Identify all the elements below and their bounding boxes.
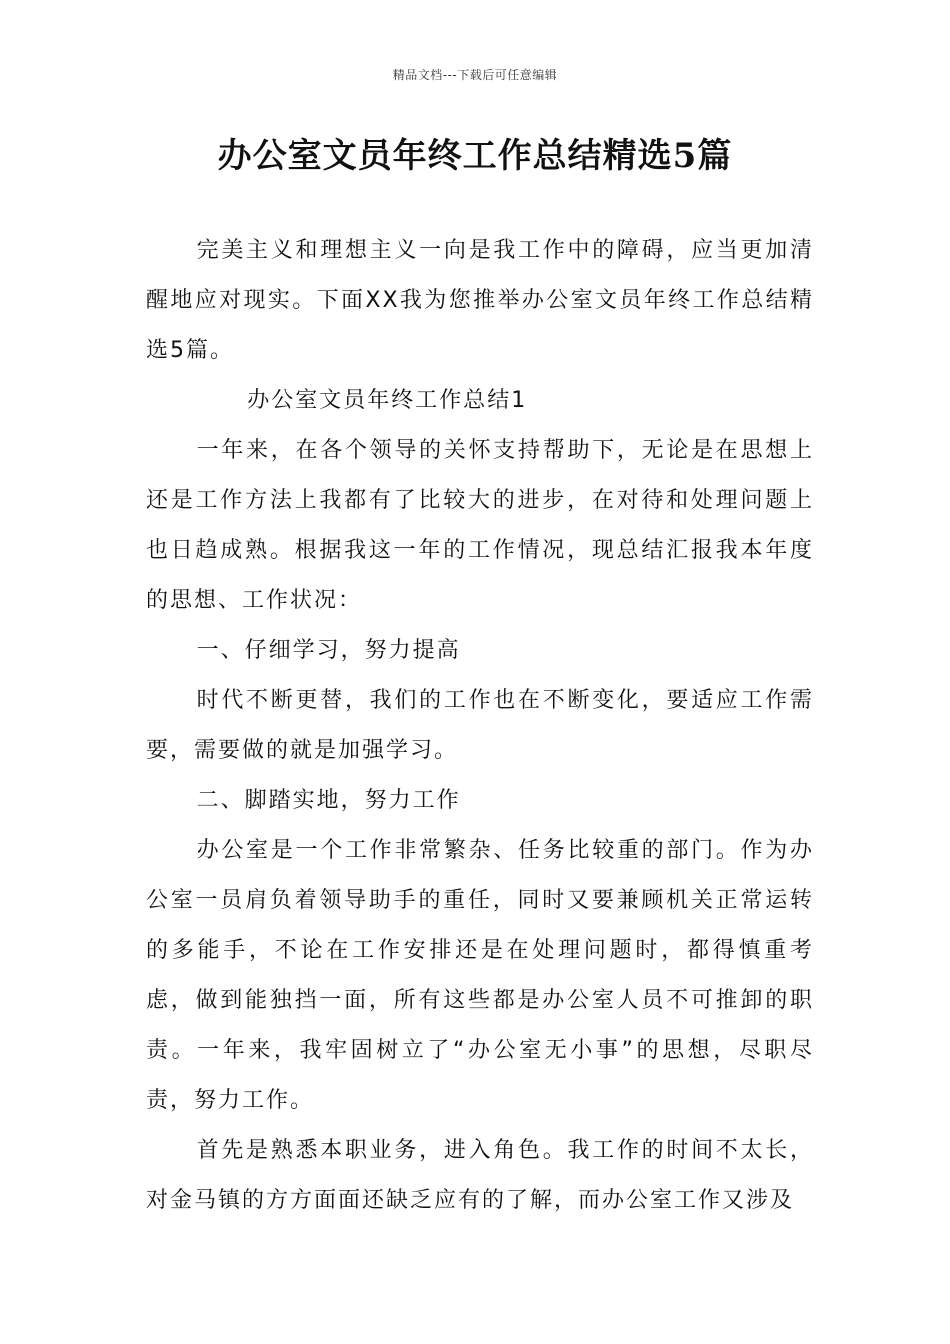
header-note: 精品文档---下载后可任意编辑 [392,68,558,82]
intro-paragraph: 完美主义和理想主义一向是我工作中的障碍，应当更加清醒地应对现实。下面XX我为您推举办公室文员年终工作总结精选5篇。 [146,238,814,363]
subheading-2: 二、脚踏实地，努力工作 [196,788,461,813]
section-title: 办公室文员年终工作总结1 [247,388,528,413]
subheading-1: 一、仔细学习，努力提高 [196,638,461,663]
document-body [146,226,814,1226]
body-paragraph: 时代不断更替，我们的工作也在不断变化，要适应工作需要，需要做的就是加强学习。 [146,688,814,763]
body-paragraph: 办公室是一个工作非常繁杂、任务比较重的部门。作为办公室一员肩负着领导助手的重任，同时又要兼顾机关正常运转的多能手，不论在工作安排还是在处理问题时，都得慎重考虑，做到能独挡一面，所有这些都是办公室人员不可推卸的职责。一年来，我牢固树立了“办公室无小事”的思想，尽职尽责，努力工作。 [146,838,814,1113]
body-paragraph: 一年来，在各个领导的关怀支持帮助下，无论是在思想上还是工作方法上我都有了比较大的进步，在对待和处理问题上也日趋成熟。根据我这一年的工作情况，现总结汇报我本年度的思想、工作状况： [146,438,814,613]
body-paragraph: 首先是熟悉本职业务，进入角色。我工作的时间不太长，对金马镇的方方面面还缺乏应有的了解，而办公室工作又涉及 [146,1138,814,1213]
document-title: 办公室文员年终工作总结精选5篇 [217,136,733,176]
